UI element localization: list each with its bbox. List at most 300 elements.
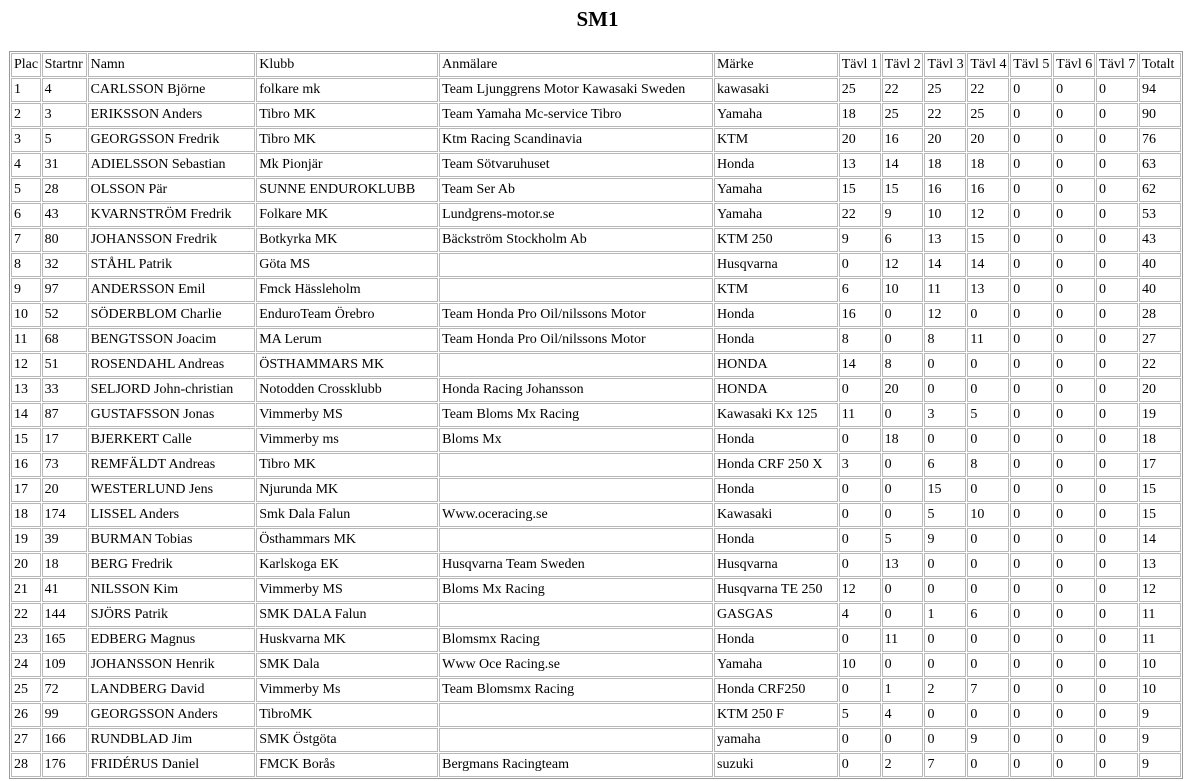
cell-tavl-1: 22 — [839, 203, 881, 227]
cell-tavl-5: 0 — [1010, 253, 1052, 277]
cell-anmalare: Honda Racing Johansson — [439, 378, 713, 402]
cell-totalt: 18 — [1139, 428, 1181, 452]
cell-tavl-5: 0 — [1010, 428, 1052, 452]
cell-tavl-6: 0 — [1053, 628, 1095, 652]
cell-tavl-4: 15 — [967, 228, 1009, 252]
cell-startnr: 4 — [42, 78, 87, 102]
cell-tavl-3: 1 — [924, 603, 966, 627]
cell-tavl-4: 18 — [967, 153, 1009, 177]
cell-tavl-5: 0 — [1010, 503, 1052, 527]
cell-totalt: 94 — [1139, 78, 1181, 102]
cell-anmalare — [439, 478, 713, 502]
cell-anmalare: Husqvarna Team Sweden — [439, 553, 713, 577]
cell-marke: HONDA — [714, 353, 838, 377]
cell-tavl-5: 0 — [1010, 128, 1052, 152]
cell-startnr: 109 — [42, 653, 87, 677]
cell-tavl-2: 0 — [882, 503, 924, 527]
cell-tavl-6: 0 — [1053, 428, 1095, 452]
cell-tavl-3: 0 — [924, 428, 966, 452]
cell-tavl-6: 0 — [1053, 678, 1095, 702]
cell-tavl-1: 8 — [839, 328, 881, 352]
cell-totalt: 15 — [1139, 478, 1181, 502]
cell-plac: 9 — [11, 278, 41, 302]
cell-plac: 6 — [11, 203, 41, 227]
table-row — [11, 328, 1181, 352]
cell-klubb: ÖSTHAMMARS MK — [256, 353, 438, 377]
cell-tavl-5: 0 — [1010, 753, 1052, 777]
cell-klubb: Notodden Crossklubb — [256, 378, 438, 402]
cell-tavl-1: 0 — [839, 753, 881, 777]
cell-namn: BURMAN Tobias — [88, 528, 256, 552]
cell-plac: 15 — [11, 428, 41, 452]
column-header-tavl-4: Tävl 4 — [967, 53, 1009, 77]
cell-klubb: SUNNE ENDUROKLUBB — [256, 178, 438, 202]
cell-totalt: 40 — [1139, 253, 1181, 277]
cell-namn: NILSSON Kim — [88, 578, 256, 602]
cell-totalt: 22 — [1139, 353, 1181, 377]
cell-tavl-7: 0 — [1096, 353, 1138, 377]
table-row — [11, 278, 1181, 302]
cell-tavl-4: 0 — [967, 478, 1009, 502]
cell-tavl-1: 0 — [839, 378, 881, 402]
table-row — [11, 78, 1181, 102]
cell-namn: FRIDÉRUS Daniel — [88, 753, 256, 777]
cell-tavl-3: 0 — [924, 553, 966, 577]
cell-startnr: 87 — [42, 403, 87, 427]
cell-startnr: 52 — [42, 303, 87, 327]
table-row — [11, 378, 1181, 402]
cell-tavl-3: 7 — [924, 753, 966, 777]
cell-tavl-3: 18 — [924, 153, 966, 177]
cell-anmalare — [439, 253, 713, 277]
table-row — [11, 203, 1181, 227]
cell-tavl-7: 0 — [1096, 553, 1138, 577]
cell-tavl-1: 9 — [839, 228, 881, 252]
cell-marke: Honda CRF250 — [714, 678, 838, 702]
cell-tavl-2: 9 — [882, 203, 924, 227]
cell-startnr: 20 — [42, 478, 87, 502]
cell-tavl-7: 0 — [1096, 678, 1138, 702]
table-row — [11, 703, 1181, 727]
cell-tavl-1: 13 — [839, 153, 881, 177]
cell-tavl-4: 22 — [967, 78, 1009, 102]
cell-tavl-7: 0 — [1096, 478, 1138, 502]
cell-marke: Honda — [714, 428, 838, 452]
cell-tavl-7: 0 — [1096, 78, 1138, 102]
cell-tavl-3: 20 — [924, 128, 966, 152]
column-header-startnr: Startnr — [42, 53, 87, 77]
cell-tavl-4: 8 — [967, 453, 1009, 477]
column-header-tavl-2: Tävl 2 — [882, 53, 924, 77]
cell-tavl-4: 0 — [967, 703, 1009, 727]
table-row — [11, 353, 1181, 377]
cell-namn: ROSENDAHL Andreas — [88, 353, 256, 377]
cell-tavl-1: 25 — [839, 78, 881, 102]
cell-tavl-1: 11 — [839, 403, 881, 427]
cell-plac: 8 — [11, 253, 41, 277]
cell-tavl-6: 0 — [1053, 578, 1095, 602]
cell-tavl-1: 14 — [839, 353, 881, 377]
cell-plac: 23 — [11, 628, 41, 652]
cell-startnr: 39 — [42, 528, 87, 552]
page-title: SM1 — [576, 7, 619, 31]
cell-tavl-1: 0 — [839, 528, 881, 552]
cell-namn: WESTERLUND Jens — [88, 478, 256, 502]
cell-tavl-2: 1 — [882, 678, 924, 702]
cell-namn: SELJORD John-christian — [88, 378, 256, 402]
cell-plac: 16 — [11, 453, 41, 477]
cell-tavl-7: 0 — [1096, 153, 1138, 177]
cell-plac: 20 — [11, 553, 41, 577]
cell-tavl-1: 0 — [839, 503, 881, 527]
cell-tavl-7: 0 — [1096, 178, 1138, 202]
cell-tavl-5: 0 — [1010, 528, 1052, 552]
cell-tavl-2: 22 — [882, 78, 924, 102]
cell-tavl-4: 0 — [967, 528, 1009, 552]
cell-tavl-1: 0 — [839, 428, 881, 452]
cell-namn: REMFÄLDT Andreas — [88, 453, 256, 477]
cell-marke: Yamaha — [714, 178, 838, 202]
cell-startnr: 144 — [42, 603, 87, 627]
cell-klubb: TibroMK — [256, 703, 438, 727]
cell-klubb: Tibro MK — [256, 103, 438, 127]
cell-tavl-1: 0 — [839, 678, 881, 702]
cell-totalt: 11 — [1139, 603, 1181, 627]
cell-plac: 19 — [11, 528, 41, 552]
column-header-plac: Plac — [11, 53, 41, 77]
cell-marke: Honda — [714, 303, 838, 327]
cell-totalt: 12 — [1139, 578, 1181, 602]
cell-marke: Husqvarna TE 250 — [714, 578, 838, 602]
cell-marke: Yamaha — [714, 653, 838, 677]
cell-tavl-5: 0 — [1010, 403, 1052, 427]
cell-tavl-1: 5 — [839, 703, 881, 727]
cell-tavl-4: 0 — [967, 353, 1009, 377]
table-row — [11, 478, 1181, 502]
cell-tavl-4: 0 — [967, 753, 1009, 777]
cell-tavl-7: 0 — [1096, 453, 1138, 477]
cell-klubb: Mk Pionjär — [256, 153, 438, 177]
cell-startnr: 99 — [42, 703, 87, 727]
cell-klubb: Botkyrka MK — [256, 228, 438, 252]
cell-tavl-3: 9 — [924, 528, 966, 552]
table-row — [11, 103, 1181, 127]
cell-namn: EDBERG Magnus — [88, 628, 256, 652]
cell-namn: LISSEL Anders — [88, 503, 256, 527]
cell-startnr: 73 — [42, 453, 87, 477]
column-header-tavl-5: Tävl 5 — [1010, 53, 1052, 77]
column-header-namn: Namn — [88, 53, 256, 77]
column-header-tavl-1: Tävl 1 — [839, 53, 881, 77]
cell-tavl-5: 0 — [1010, 353, 1052, 377]
cell-marke: Husqvarna — [714, 553, 838, 577]
cell-tavl-1: 0 — [839, 478, 881, 502]
cell-anmalare: Team Bloms Mx Racing — [439, 403, 713, 427]
cell-tavl-5: 0 — [1010, 453, 1052, 477]
table-row — [11, 228, 1181, 252]
cell-plac: 27 — [11, 728, 41, 752]
cell-tavl-3: 0 — [924, 628, 966, 652]
cell-namn: ADIELSSON Sebastian — [88, 153, 256, 177]
cell-startnr: 166 — [42, 728, 87, 752]
cell-tavl-3: 10 — [924, 203, 966, 227]
table-row — [11, 553, 1181, 577]
table-row — [11, 653, 1181, 677]
cell-anmalare: Team Ser Ab — [439, 178, 713, 202]
cell-tavl-5: 0 — [1010, 278, 1052, 302]
cell-plac: 3 — [11, 128, 41, 152]
cell-tavl-6: 0 — [1053, 253, 1095, 277]
cell-tavl-6: 0 — [1053, 103, 1095, 127]
cell-tavl-3: 11 — [924, 278, 966, 302]
cell-tavl-5: 0 — [1010, 478, 1052, 502]
cell-tavl-3: 0 — [924, 653, 966, 677]
cell-anmalare: Team Honda Pro Oil/nilssons Motor — [439, 303, 713, 327]
cell-plac: 11 — [11, 328, 41, 352]
cell-marke: Honda — [714, 628, 838, 652]
table-row — [11, 303, 1181, 327]
cell-klubb: Vimmerby MS — [256, 578, 438, 602]
cell-namn: KVARNSTRÖM Fredrik — [88, 203, 256, 227]
cell-klubb: Tibro MK — [256, 128, 438, 152]
cell-klubb: SMK DALA Falun — [256, 603, 438, 627]
cell-tavl-6: 0 — [1053, 703, 1095, 727]
cell-anmalare: Team Ljunggrens Motor Kawasaki Sweden — [439, 78, 713, 102]
cell-tavl-1: 10 — [839, 653, 881, 677]
cell-marke: Honda — [714, 153, 838, 177]
cell-tavl-6: 0 — [1053, 203, 1095, 227]
cell-tavl-3: 16 — [924, 178, 966, 202]
cell-plac: 24 — [11, 653, 41, 677]
cell-plac: 7 — [11, 228, 41, 252]
cell-plac: 22 — [11, 603, 41, 627]
cell-tavl-1: 3 — [839, 453, 881, 477]
cell-tavl-4: 20 — [967, 128, 1009, 152]
cell-tavl-4: 10 — [967, 503, 1009, 527]
cell-marke: GASGAS — [714, 603, 838, 627]
cell-tavl-4: 0 — [967, 428, 1009, 452]
cell-startnr: 51 — [42, 353, 87, 377]
table-row — [11, 678, 1181, 702]
cell-totalt: 17 — [1139, 453, 1181, 477]
cell-totalt: 40 — [1139, 278, 1181, 302]
cell-namn: GEORGSSON Anders — [88, 703, 256, 727]
cell-anmalare: Bloms Mx — [439, 428, 713, 452]
cell-totalt: 53 — [1139, 203, 1181, 227]
cell-tavl-2: 4 — [882, 703, 924, 727]
cell-tavl-5: 0 — [1010, 703, 1052, 727]
cell-totalt: 28 — [1139, 303, 1181, 327]
header-row — [11, 53, 1181, 77]
cell-totalt: 15 — [1139, 503, 1181, 527]
cell-klubb: Fmck Hässleholm — [256, 278, 438, 302]
cell-tavl-7: 0 — [1096, 503, 1138, 527]
cell-plac: 21 — [11, 578, 41, 602]
cell-plac: 1 — [11, 78, 41, 102]
cell-klubb: Vimmerby ms — [256, 428, 438, 452]
cell-tavl-3: 12 — [924, 303, 966, 327]
cell-klubb: Vimmerby MS — [256, 403, 438, 427]
cell-tavl-2: 0 — [882, 453, 924, 477]
cell-tavl-6: 0 — [1053, 653, 1095, 677]
column-header-totalt: Totalt — [1139, 53, 1181, 77]
column-header-anmalare: Anmälare — [439, 53, 713, 77]
cell-tavl-5: 0 — [1010, 78, 1052, 102]
cell-tavl-7: 0 — [1096, 403, 1138, 427]
cell-tavl-3: 0 — [924, 378, 966, 402]
cell-tavl-4: 5 — [967, 403, 1009, 427]
cell-marke: Honda — [714, 478, 838, 502]
column-header-marke: Märke — [714, 53, 838, 77]
cell-klubb: Vimmerby Ms — [256, 678, 438, 702]
cell-tavl-3: 5 — [924, 503, 966, 527]
cell-tavl-4: 16 — [967, 178, 1009, 202]
cell-totalt: 62 — [1139, 178, 1181, 202]
table-row — [11, 503, 1181, 527]
cell-anmalare: Lundgrens-motor.se — [439, 203, 713, 227]
cell-tavl-4: 9 — [967, 728, 1009, 752]
table-row — [11, 753, 1181, 777]
cell-tavl-4: 12 — [967, 203, 1009, 227]
cell-tavl-7: 0 — [1096, 278, 1138, 302]
cell-klubb: SMK Dala — [256, 653, 438, 677]
cell-tavl-6: 0 — [1053, 728, 1095, 752]
cell-anmalare: Team Honda Pro Oil/nilssons Motor — [439, 328, 713, 352]
cell-startnr: 176 — [42, 753, 87, 777]
cell-plac: 17 — [11, 478, 41, 502]
cell-tavl-2: 6 — [882, 228, 924, 252]
column-header-klubb: Klubb — [256, 53, 438, 77]
cell-tavl-6: 0 — [1053, 753, 1095, 777]
cell-tavl-5: 0 — [1010, 203, 1052, 227]
cell-marke: Yamaha — [714, 203, 838, 227]
cell-tavl-7: 0 — [1096, 328, 1138, 352]
cell-anmalare: Ktm Racing Scandinavia — [439, 128, 713, 152]
cell-namn: SJÖRS Patrik — [88, 603, 256, 627]
cell-tavl-1: 0 — [839, 628, 881, 652]
cell-plac: 18 — [11, 503, 41, 527]
cell-anmalare — [439, 703, 713, 727]
cell-totalt: 14 — [1139, 528, 1181, 552]
cell-tavl-2: 0 — [882, 403, 924, 427]
cell-anmalare: Team Sötvaruhuset — [439, 153, 713, 177]
cell-tavl-2: 15 — [882, 178, 924, 202]
cell-namn: JOHANSSON Henrik — [88, 653, 256, 677]
cell-plac: 4 — [11, 153, 41, 177]
cell-klubb: Karlskoga EK — [256, 553, 438, 577]
cell-klubb: Göta MS — [256, 253, 438, 277]
cell-tavl-5: 0 — [1010, 553, 1052, 577]
cell-tavl-7: 0 — [1096, 603, 1138, 627]
cell-tavl-2: 0 — [882, 728, 924, 752]
table-row — [11, 128, 1181, 152]
table-row — [11, 253, 1181, 277]
cell-tavl-2: 8 — [882, 353, 924, 377]
cell-tavl-1: 6 — [839, 278, 881, 302]
cell-startnr: 41 — [42, 578, 87, 602]
cell-tavl-7: 0 — [1096, 378, 1138, 402]
cell-tavl-2: 10 — [882, 278, 924, 302]
cell-tavl-7: 0 — [1096, 703, 1138, 727]
cell-tavl-1: 15 — [839, 178, 881, 202]
results-body — [11, 78, 1181, 777]
cell-tavl-1: 20 — [839, 128, 881, 152]
cell-tavl-2: 13 — [882, 553, 924, 577]
column-header-tavl-3: Tävl 3 — [924, 53, 966, 77]
cell-tavl-5: 0 — [1010, 728, 1052, 752]
cell-totalt: 43 — [1139, 228, 1181, 252]
cell-tavl-4: 0 — [967, 653, 1009, 677]
cell-tavl-3: 14 — [924, 253, 966, 277]
cell-tavl-2: 0 — [882, 603, 924, 627]
cell-tavl-6: 0 — [1053, 403, 1095, 427]
cell-tavl-3: 0 — [924, 353, 966, 377]
cell-tavl-2: 25 — [882, 103, 924, 127]
cell-totalt: 9 — [1139, 703, 1181, 727]
cell-tavl-5: 0 — [1010, 228, 1052, 252]
cell-marke: Honda — [714, 528, 838, 552]
cell-tavl-1: 18 — [839, 103, 881, 127]
results-table — [9, 51, 1183, 779]
cell-tavl-7: 0 — [1096, 428, 1138, 452]
cell-startnr: 28 — [42, 178, 87, 202]
cell-plac: 2 — [11, 103, 41, 127]
cell-startnr: 165 — [42, 628, 87, 652]
cell-marke: Yamaha — [714, 103, 838, 127]
cell-tavl-6: 0 — [1053, 378, 1095, 402]
cell-anmalare — [439, 728, 713, 752]
cell-tavl-2: 0 — [882, 478, 924, 502]
cell-totalt: 10 — [1139, 678, 1181, 702]
cell-startnr: 3 — [42, 103, 87, 127]
table-row — [11, 153, 1181, 177]
cell-totalt: 9 — [1139, 728, 1181, 752]
cell-anmalare: Bloms Mx Racing — [439, 578, 713, 602]
cell-klubb: SMK Östgöta — [256, 728, 438, 752]
cell-tavl-4: 7 — [967, 678, 1009, 702]
cell-tavl-3: 0 — [924, 703, 966, 727]
cell-tavl-1: 0 — [839, 553, 881, 577]
cell-tavl-7: 0 — [1096, 653, 1138, 677]
cell-tavl-4: 0 — [967, 628, 1009, 652]
cell-marke: KTM 250 — [714, 228, 838, 252]
cell-totalt: 20 — [1139, 378, 1181, 402]
cell-tavl-5: 0 — [1010, 678, 1052, 702]
cell-anmalare: Team Yamaha Mc-service Tibro — [439, 103, 713, 127]
cell-klubb: Östhammars MK — [256, 528, 438, 552]
cell-klubb: Folkare MK — [256, 203, 438, 227]
cell-tavl-7: 0 — [1096, 578, 1138, 602]
cell-anmalare — [439, 603, 713, 627]
table-row — [11, 403, 1181, 427]
cell-startnr: 33 — [42, 378, 87, 402]
cell-namn: SÖDERBLOM Charlie — [88, 303, 256, 327]
cell-totalt: 19 — [1139, 403, 1181, 427]
cell-tavl-1: 4 — [839, 603, 881, 627]
cell-namn: GEORGSSON Fredrik — [88, 128, 256, 152]
cell-tavl-1: 0 — [839, 253, 881, 277]
cell-totalt: 9 — [1139, 753, 1181, 777]
cell-plac: 12 — [11, 353, 41, 377]
table-row — [11, 453, 1181, 477]
cell-startnr: 68 — [42, 328, 87, 352]
cell-tavl-6: 0 — [1053, 78, 1095, 102]
cell-tavl-7: 0 — [1096, 528, 1138, 552]
cell-tavl-4: 0 — [967, 553, 1009, 577]
cell-marke: Kawasaki — [714, 503, 838, 527]
cell-plac: 25 — [11, 678, 41, 702]
cell-tavl-6: 0 — [1053, 503, 1095, 527]
